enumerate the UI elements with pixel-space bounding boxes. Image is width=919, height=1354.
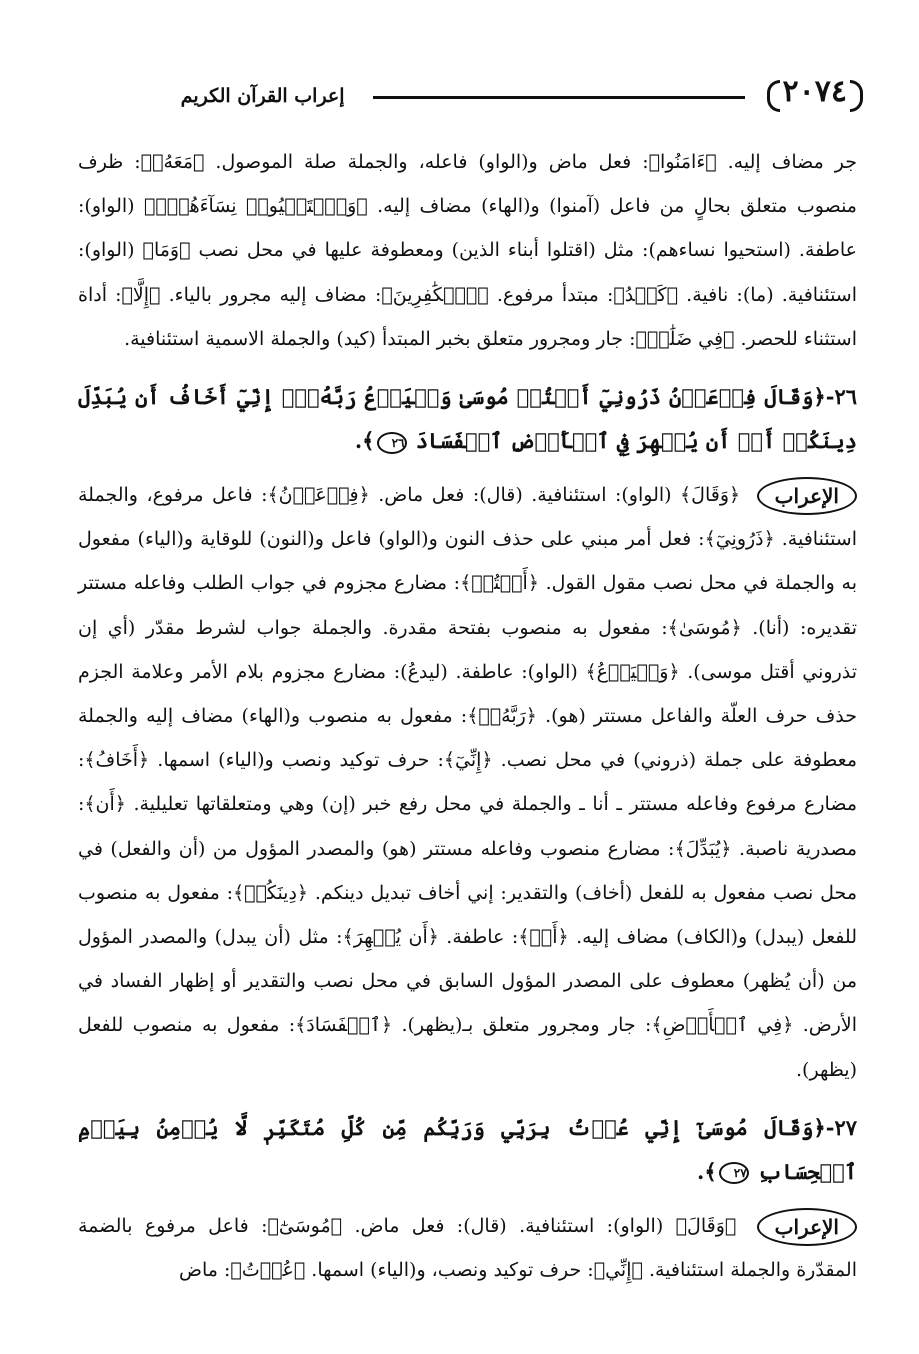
verse-26 (78, 375, 857, 463)
page-number: ٢٠٧٤ (773, 72, 857, 115)
irab-text: ﴿وَقَالَ﴾ (الواو): استئنافية. (قال): فعل ماض. ﴿مُوسَىٰٓ﴾: فاعل مرفوع بالضمة المقدّرة والجملة استئنافية. ﴿إِنِّي﴾: حرف توكيد ونصب، و(الياء) اسمها. ﴿عُذۡتُ﴾: ماض (78, 1214, 857, 1282)
page-content (78, 140, 857, 1292)
verse-text: ﴿وَقَالَ مُوسَىٰٓ إِنِّي عُذۡتُ بِرَبِّي وَرَبِّكُم مِّن كُلِّ مُتَكَبِّرٖ لَّا يُؤۡمِنُ بِيَوۡمِ ٱلۡحِسَابِ (78, 1114, 857, 1184)
intro-paragraph: جر مضاف إليه. ﴿ءَامَنُوا﴾: فعل ماض و(الواو) فاعله، والجملة صلة الموصول. ﴿مَعَهُۥ﴾: ظرف منصوب متعلق بحالٍ من فاعل (آمنوا) و(الهاء) مضاف إليه. ﴿وَٱسۡتَحۡيُوا۟ نِسَآءَهُمۡۚ﴾ (الواو): عاطفة. (استحيوا نساءهم): مثل (اقتلوا أبناء الذين) ومعطوفة عليها في محل نصب ﴿وَمَا﴾ (الواو): استئنافية. (ما): نافية. ﴿كَيۡدُ﴾: مبتدأ مرفوع. ﴿ٱلۡكَٰفِرِينَ﴾: مضاف إليه مجرور بالياء. ﴿إِلَّا﴾: أداة استثناء للحصر. ﴿فِي ضَلَٰلٖ﴾: جار ومجرور متعلق بخبر المبتدأ (كيد) والجملة الاسمية استئنافية. (78, 151, 857, 350)
verse-closing: ﴾. (697, 1158, 717, 1184)
irab-paragraph-26 (78, 473, 857, 1092)
verse-closing: ﴾. (354, 428, 375, 454)
ayah-number-mark: ٢٦ (377, 432, 407, 454)
verse-number: ٢٧- (825, 1114, 857, 1140)
book-title: إعراب القرآن الكريم (180, 85, 345, 107)
irab-label: الإعراب (757, 1208, 857, 1246)
verse-text: ﴿وَقَالَ فِرۡعَوۡنُ ذَرُونِيٓ أَقۡتُلۡ مُوسَىٰ وَلۡيَدۡعُ رَبَّهُۥٓۖ إِنِّيٓ أَخَافُ أَن يُبَدِّلَ دِينَكُمۡ أَوۡ أَن يُظۡهِرَ فِي ٱلۡأَرۡضِ ٱلۡفَسَادَ (78, 384, 857, 454)
page-header (80, 68, 857, 118)
verse-27 (78, 1106, 857, 1194)
verse-number: ٢٦- (825, 384, 857, 410)
irab-paragraph-27 (78, 1204, 857, 1292)
irab-text: ﴿وَقَالَ﴾ (الواو): استئنافية. (قال): فعل ماض. ﴿فِرۡعَوۡنُ﴾: فاعل مرفوع، والجملة استئنافية. ﴿ذَرُونِيٓ﴾: فعل أمر مبني على حذف النون و(الواو) فاعل و(النون) للوقاية و(الياء) مفعول به والجملة في محل نصب مقول القول. ﴿أَقۡتُلۡ﴾: مضارع مجزوم في جواب الطلب وفاعله مستتر تقديره: (أنا). ﴿مُوسَىٰ﴾: مفعول به منصوب بفتحة مقدرة. والجملة جواب لشرط مقدّر (أي إن تذروني أقتل موسى). ﴿وَلۡيَدۡعُ﴾ (الواو): عاطفة. (ليدعُ): مضارع مجزوم بلام الأمر وعلامة الجزم حذف حرف العلّة والفاعل مستتر (هو). ﴿رَبَّهُۥٓ﴾: مفعول به منصوب و(الهاء) مضاف إليه والجملة معطوفة على جملة (ذروني) في محل نصب. ﴿إِنِّيٓ﴾: حرف توكيد ونصب و(الياء) اسمها. ﴿أَخَافُ﴾: مضارع مرفوع وفاعله مستتر ـ أنا ـ والجملة في محل رفع خبر (إن) وهي ومتعلقاتها تعليلية. ﴿أَن﴾: مصدرية ناصبة. ﴿يُبَدِّلَ﴾: مضارع منصوب وفاعله مستتر (هو) والمصدر المؤول من (أن والفعل) في محل نصب مفعول به للفعل (أخاف) والتقدير: إني أخاف تبديل دينكم. ﴿دِينَكُمۡ﴾: مفعول به منصوب للفعل (يبدل) و(الكاف) مضاف إليه. ﴿أَوۡ﴾: عاطفة. ﴿أَن يُظۡهِرَ﴾: مثل (أن يبدل) والمصدر المؤول من (أن يُظهر) معطوف على المصدر المؤول السابق في محل نصب والتقدير أو إظهار الفساد في الأرض. ﴿فِي ٱلۡأَرۡضِ﴾: جار ومجرور متعلق بـ(يظهر). ﴿ٱلۡفَسَادَ﴾: مفعول به منصوب للفعل (يظهر). (78, 484, 857, 1081)
header-rule (373, 96, 745, 99)
ayah-number-mark: ٢٧ (719, 1162, 749, 1184)
irab-label: الإعراب (757, 477, 857, 515)
